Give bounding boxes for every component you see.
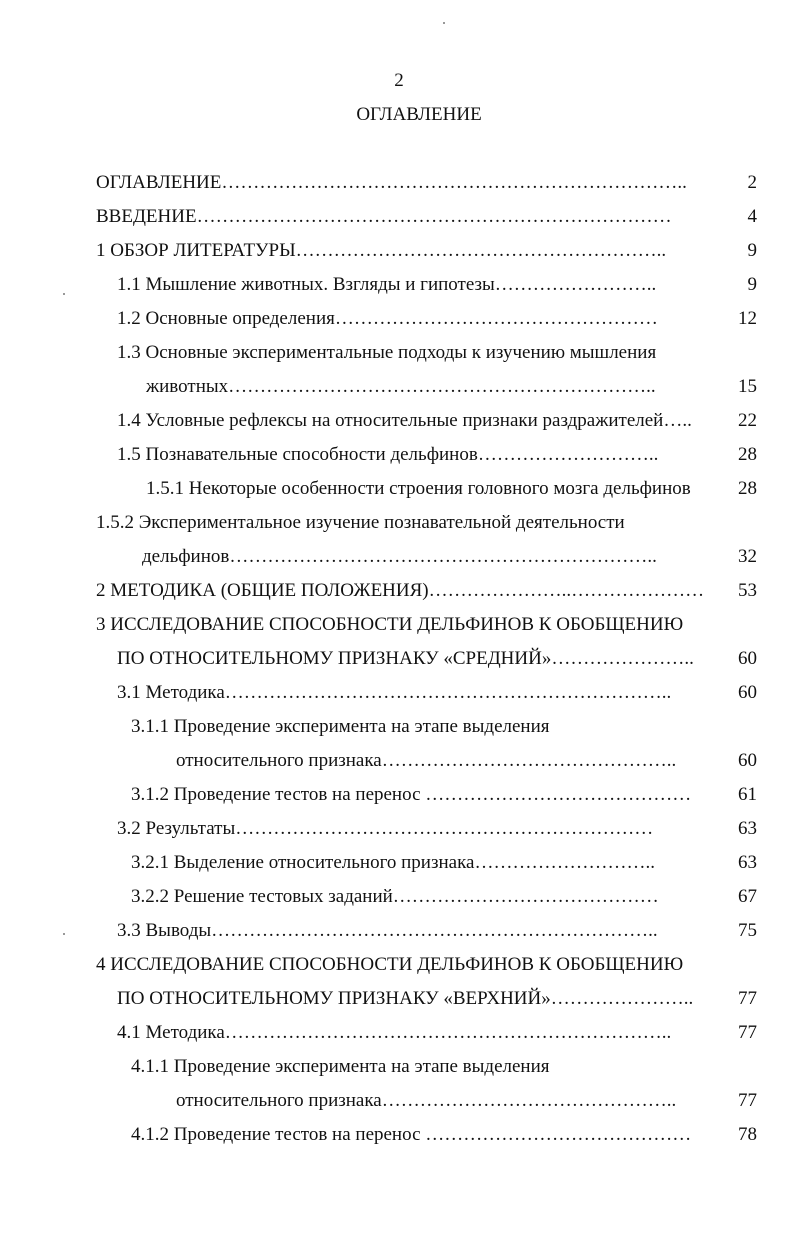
toc-entry bbox=[0, 710, 798, 744]
toc-entry-title: 1.5.1 Некоторые особенности строения головного мозга дельфинов bbox=[146, 478, 691, 499]
page-title: ОГЛАВЛЕНИЕ bbox=[356, 104, 482, 125]
toc-entry bbox=[0, 948, 798, 982]
toc-entry-page: 78 bbox=[738, 1124, 757, 1145]
toc-entry-page: 63 bbox=[738, 818, 757, 839]
toc-entry bbox=[0, 166, 798, 200]
toc-entry bbox=[0, 1084, 798, 1118]
toc-entry-page: 77 bbox=[738, 1022, 757, 1043]
toc-entry-page: 67 bbox=[738, 886, 757, 907]
toc-entry-page: 75 bbox=[738, 920, 757, 941]
toc-entry bbox=[0, 880, 798, 914]
toc-entry bbox=[0, 336, 798, 370]
toc-entry-title: 3 ИССЛЕДОВАНИЕ СПОСОБНОСТИ ДЕЛЬФИНОВ К ОБОБЩЕНИЮ bbox=[96, 614, 684, 635]
toc-entry-title: 3.2.1 Выделение относительного признака……………………….. bbox=[131, 852, 655, 873]
toc-entry-title: 4.1.1 Проведение эксперимента на этапе выделения bbox=[131, 1056, 550, 1077]
toc-entry-title: 4.1.2 Проведение тестов на перенос …………………………………… bbox=[131, 1124, 692, 1145]
toc-entry-title: относительного признака……………………………………….. bbox=[176, 1090, 677, 1111]
toc-entry-title: 4 ИССЛЕДОВАНИЕ СПОСОБНОСТИ ДЕЛЬФИНОВ К ОБОБЩЕНИЮ bbox=[96, 954, 684, 975]
toc-entry bbox=[0, 982, 798, 1016]
toc-entry-page: 9 bbox=[747, 240, 757, 261]
toc-entry-page: 4 bbox=[747, 206, 757, 227]
toc-entry bbox=[0, 676, 798, 710]
toc-entry-page: 12 bbox=[738, 308, 757, 329]
toc-entry bbox=[0, 1118, 798, 1152]
toc-entry bbox=[0, 642, 798, 676]
toc-entry bbox=[0, 574, 798, 608]
toc-entry-page: 28 bbox=[738, 478, 757, 499]
toc-entry bbox=[0, 302, 798, 336]
toc-entry bbox=[0, 472, 798, 506]
toc-entry bbox=[0, 914, 798, 948]
toc-entry-title: 1.1 Мышление животных. Взгляды и гипотезы…………………….. bbox=[117, 274, 657, 295]
toc-entry-page: 77 bbox=[738, 1090, 757, 1111]
toc-entry bbox=[0, 268, 798, 302]
toc-entry bbox=[0, 404, 798, 438]
toc-entry-page: 9 bbox=[747, 274, 757, 295]
toc-entry-title: дельфинов………………………………………………………….. bbox=[142, 546, 657, 567]
toc-entry bbox=[0, 200, 798, 234]
toc-entry-page: 15 bbox=[738, 376, 757, 397]
toc-entry bbox=[0, 778, 798, 812]
toc-entry-title: 3.2 Результаты………………………………………………………… bbox=[117, 818, 654, 839]
toc-entry-title: животных………………………………………………………….. bbox=[146, 376, 656, 397]
toc-entry-title: 1.2 Основные определения…………………………………………… bbox=[117, 308, 658, 329]
toc-entry-title: 3.2.2 Решение тестовых заданий…………………………………… bbox=[131, 886, 659, 907]
toc-entry-page: 60 bbox=[738, 750, 757, 771]
toc-entry-title: 1 ОБЗОР ЛИТЕРАТУРЫ………………………………………………….. bbox=[96, 240, 667, 261]
page-number: 2 bbox=[394, 70, 404, 91]
table-of-contents bbox=[0, 166, 798, 1152]
toc-entry-title: 3.1.1 Проведение эксперимента на этапе выделения bbox=[131, 716, 550, 737]
toc-entry bbox=[0, 1016, 798, 1050]
toc-entry-page: 2 bbox=[747, 172, 757, 193]
toc-entry-title: 1.5.2 Экспериментальное изучение познавательной деятельности bbox=[96, 512, 625, 533]
toc-entry bbox=[0, 846, 798, 880]
toc-entry-title: 3.1 Методика…………………………………………………………….. bbox=[117, 682, 672, 703]
toc-entry-title: 2 МЕТОДИКА (ОБЩИЕ ПОЛОЖЕНИЯ)…………………..………………… bbox=[96, 580, 705, 601]
toc-entry-page: 28 bbox=[738, 444, 757, 465]
toc-entry-page: 63 bbox=[738, 852, 757, 873]
toc-entry bbox=[0, 812, 798, 846]
toc-entry-title: 1.3 Основные экспериментальные подходы к изучению мышления bbox=[117, 342, 657, 363]
toc-entry-page: 61 bbox=[738, 784, 757, 805]
toc-entry-page: 22 bbox=[738, 410, 757, 431]
toc-entry-page: 53 bbox=[738, 580, 757, 601]
toc-entry bbox=[0, 540, 798, 574]
toc-entry-page: 60 bbox=[738, 648, 757, 669]
toc-entry-title: ОГЛАВЛЕНИЕ……………………………………………………………….. bbox=[96, 172, 687, 193]
toc-entry bbox=[0, 234, 798, 268]
toc-entry-title: ПО ОТНОСИТЕЛЬНОМУ ПРИЗНАКУ «СРЕДНИЙ»………………….. bbox=[117, 648, 694, 669]
toc-entry-page: 77 bbox=[738, 988, 757, 1009]
toc-entry bbox=[0, 506, 798, 540]
toc-entry-title: 3.3 Выводы…………………………………………………………….. bbox=[117, 920, 658, 941]
toc-entry-title: относительного признака……………………………………….. bbox=[176, 750, 677, 771]
toc-entry-title: 1.4 Условные рефлексы на относительные признаки раздражителей….. bbox=[117, 410, 692, 431]
toc-entry-title: ПО ОТНОСИТЕЛЬНОМУ ПРИЗНАКУ «ВЕРХНИЙ»………………….. bbox=[117, 988, 694, 1009]
toc-entry-page: 60 bbox=[738, 682, 757, 703]
toc-entry-title: 1.5 Познавательные способности дельфинов……………………….. bbox=[117, 444, 659, 465]
toc-entry bbox=[0, 438, 798, 472]
toc-entry-title: 4.1 Методика…………………………………………………………….. bbox=[117, 1022, 672, 1043]
toc-entry-title: 3.1.2 Проведение тестов на перенос …………………………………… bbox=[131, 784, 692, 805]
toc-entry-page: 32 bbox=[738, 546, 757, 567]
toc-entry bbox=[0, 370, 798, 404]
toc-entry bbox=[0, 608, 798, 642]
scan-speck bbox=[443, 22, 445, 24]
toc-entry-title: ВВЕДЕНИЕ………………………………………………………………… bbox=[96, 206, 672, 227]
toc-entry bbox=[0, 744, 798, 778]
toc-entry bbox=[0, 1050, 798, 1084]
